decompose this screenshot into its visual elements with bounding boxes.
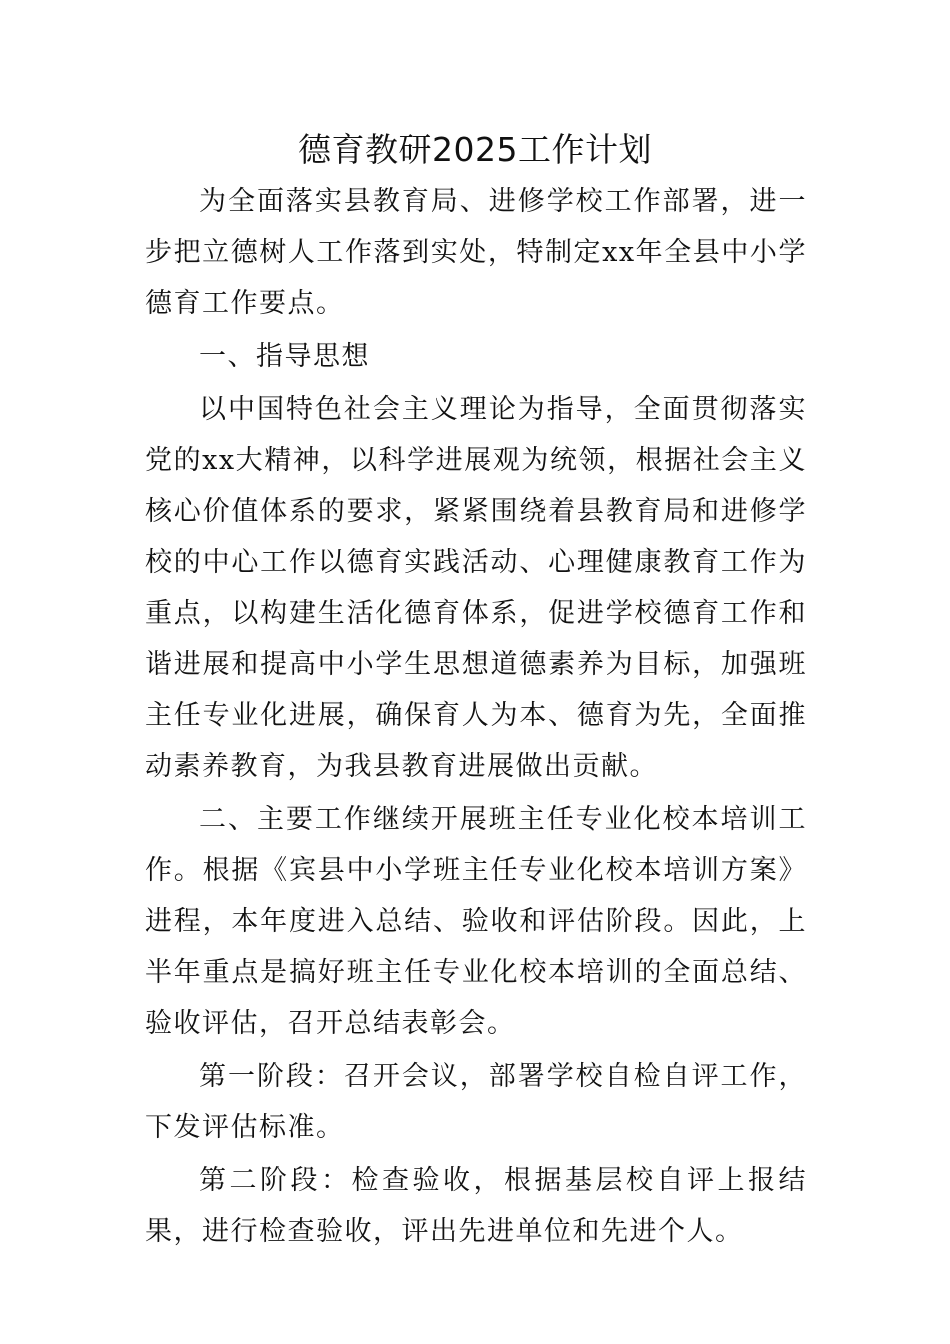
stage-one-paragraph: 第一阶段：召开会议，部署学校自检自评工作，下发评估标准。 xyxy=(145,1061,807,1143)
stage-two-paragraph: 第二阶段：检查验收，根据基层校自评上报结果，进行检查验收，评出先进单位和先进个人。 xyxy=(145,1165,807,1247)
document-title: 德育教研2025工作计划 xyxy=(298,130,652,169)
section-heading-guiding-ideology: 一、指导思想 xyxy=(199,341,370,372)
main-work-paragraph: 二、主要工作继续开展班主任专业化校本培训工作。根据《宾县中小学班主任专业化校本培训方案》进程，本年度进入总结、验收和评估阶段。因此，上半年重点是搞好班主任专业化校本培训的全面总结、验收评估，召开总结表彰会。 xyxy=(145,804,807,1039)
document-body xyxy=(145,176,807,1257)
intro-paragraph: 为全面落实县教育局、进修学校工作部署，进一步把立德树人工作落到实处，特制定xx年全县中小学德育工作要点。 xyxy=(145,186,807,319)
guiding-ideology-paragraph: 以中国特色社会主义理论为指导，全面贯彻落实党的xx大精神，以科学进展观为统领，根据社会主义核心价值体系的要求，紧紧围绕着县教育局和进修学校的中心工作以德育实践活动、心理健康教育工作为重点，以构建生活化德育体系，促进学校德育工作和谐进展和提高中小学生思想道德素养为目标，加强班主任专业化进展，确保育人为本、德育为先，全面推动素养教育，为我县教育进展做出贡献。 xyxy=(145,394,807,782)
